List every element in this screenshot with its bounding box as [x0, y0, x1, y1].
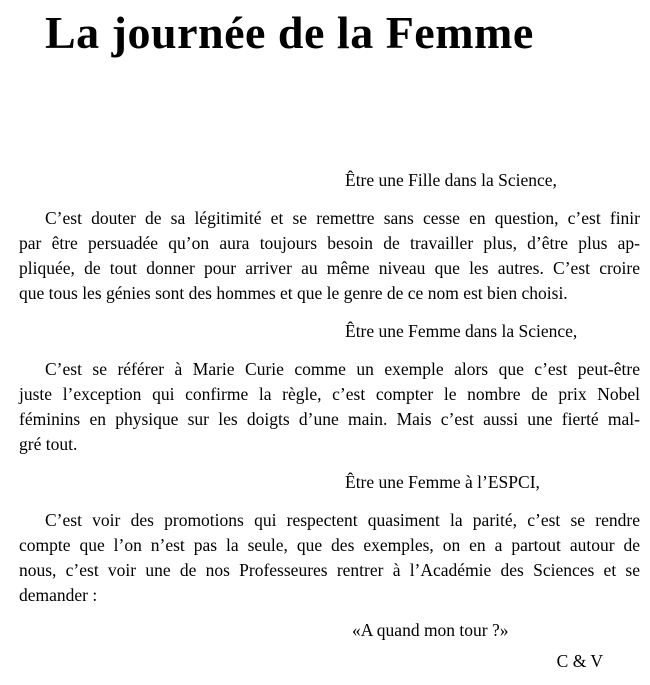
paragraph-line: C’est voir des promotions qui respectent quasiment la parité, c’est se rendre	[45, 510, 640, 530]
paragraph-line: juste l’exception qui confirme la règle, c’est compter le nombre de prix Nobel	[19, 384, 640, 404]
paragraph-femme-science	[19, 357, 640, 457]
interlude-femme-science: Être une Femme dans la Science,	[345, 321, 578, 341]
paragraph-line: par être persuadée qu’on aura toujours besoin de travailler plus, d’être plus ap-	[19, 233, 640, 253]
paragraph-line: féminins en physique sur les doigts d’une main. Mais c’est aussi une fierté mal-	[19, 409, 640, 429]
paragraph-line: pliquée, de tout donner pour arriver au même niveau que les autres. C’est croire	[19, 258, 640, 278]
paragraph-line: nous, c’est voir une de nos Professeures rentrer à l’Académie des Sciences et se	[19, 560, 640, 580]
paragraph-line: que tous les génies sont des hommes et que le genre de ce nom est bien choisi.	[19, 283, 568, 303]
paragraph-femme-espci	[19, 508, 640, 608]
interlude-fille-science: Être une Fille dans la Science,	[345, 170, 557, 190]
paragraph-line: C’est douter de sa légitimité et se remettre sans cesse en question, c’est finir	[45, 208, 640, 228]
paragraph-line: demander :	[19, 585, 98, 605]
signature: C & V	[556, 651, 603, 671]
paragraph-line: compte que l’on n’est pas la seule, que des exemples, on en a partout autour de	[19, 535, 640, 555]
paragraph-fille	[19, 206, 640, 306]
paragraph-line: C’est se référer à Marie Curie comme un exemple alors que c’est peut-être	[45, 359, 640, 379]
page-title: La journée de la Femme	[45, 7, 534, 58]
quote-line: «A quand mon tour ?»	[352, 620, 509, 640]
interlude-femme-espci: Être une Femme à l’ESPCI,	[345, 472, 540, 492]
paragraph-line: gré tout.	[19, 434, 78, 454]
